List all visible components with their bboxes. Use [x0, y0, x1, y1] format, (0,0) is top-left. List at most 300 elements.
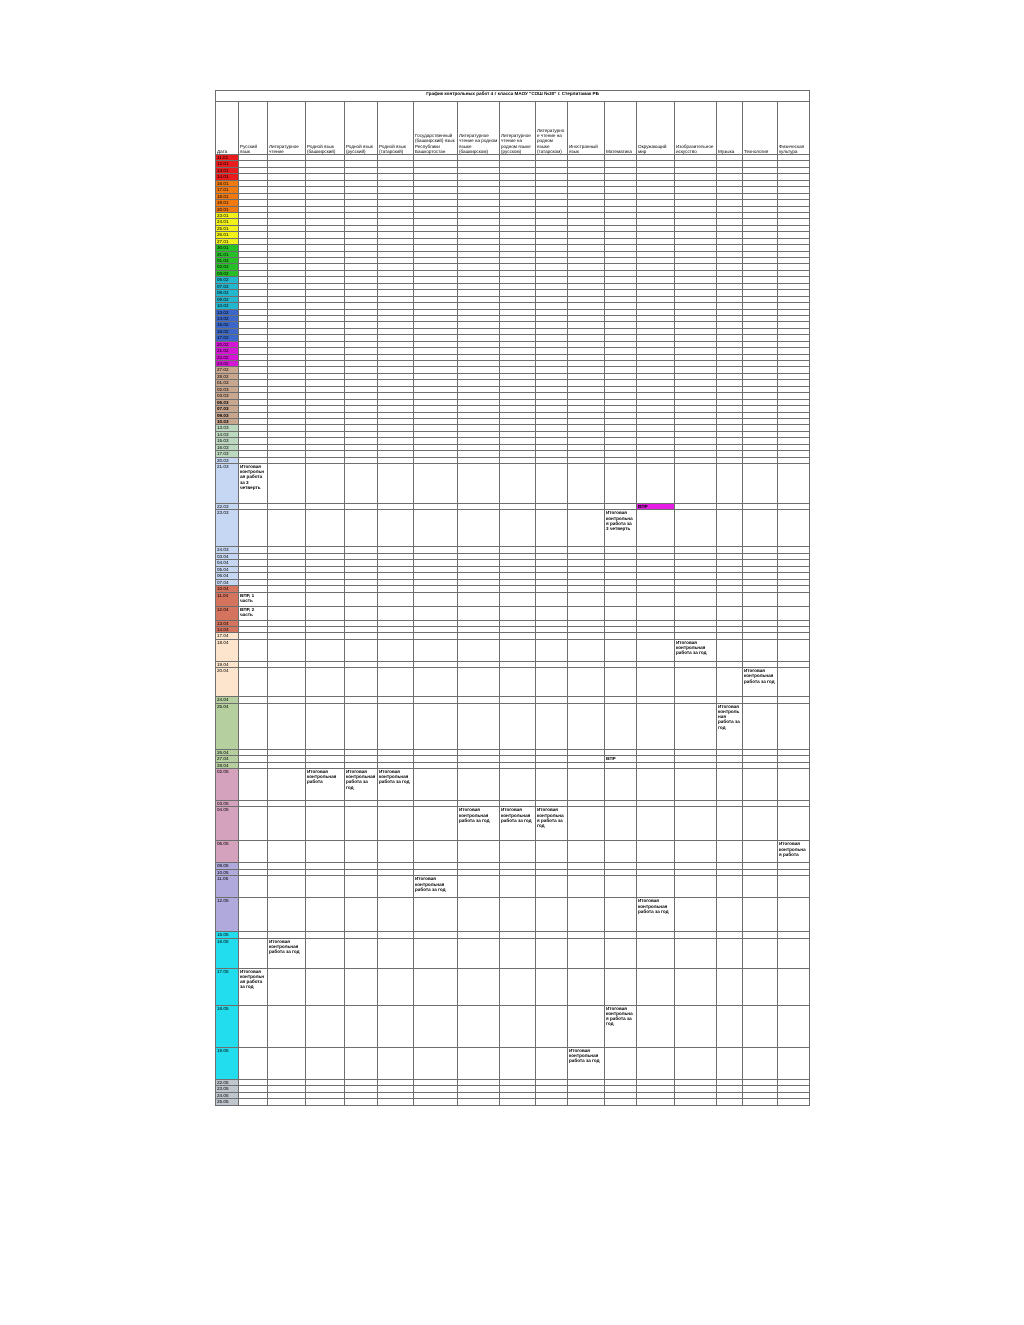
schedule-cell[interactable] — [717, 898, 743, 932]
date-cell[interactable]: 07.04 — [216, 579, 239, 585]
schedule-cell[interactable] — [743, 898, 778, 932]
schedule-cell[interactable] — [239, 668, 268, 697]
schedule-cell[interactable] — [536, 606, 568, 620]
schedule-cell[interactable] — [306, 1099, 345, 1105]
schedule-cell[interactable] — [536, 592, 568, 606]
schedule-cell[interactable] — [536, 1099, 568, 1105]
schedule-cell[interactable] — [306, 668, 345, 697]
schedule-cell[interactable] — [675, 464, 717, 504]
schedule-cell[interactable] — [414, 898, 458, 932]
schedule-cell[interactable] — [743, 841, 778, 863]
schedule-cell[interactable] — [378, 1005, 414, 1047]
date-cell[interactable]: 19.05 — [216, 1047, 239, 1079]
event-cell[interactable]: ВПР — [605, 756, 637, 762]
schedule-cell[interactable] — [743, 703, 778, 749]
date-cell[interactable]: 07.03 — [216, 406, 239, 412]
schedule-cell[interactable] — [458, 1005, 500, 1047]
event-cell[interactable]: Итоговая контрольная работа за год — [675, 639, 717, 661]
date-cell[interactable]: 16.03 — [216, 444, 239, 450]
schedule-cell[interactable] — [345, 1099, 378, 1105]
schedule-cell[interactable] — [268, 464, 306, 504]
schedule-cell[interactable] — [458, 592, 500, 606]
date-cell[interactable]: 09.02 — [216, 296, 239, 302]
schedule-cell[interactable] — [378, 876, 414, 898]
schedule-cell[interactable] — [345, 464, 378, 504]
schedule-cell[interactable] — [378, 841, 414, 863]
schedule-cell[interactable] — [378, 938, 414, 968]
schedule-cell[interactable] — [637, 606, 675, 620]
schedule-cell[interactable] — [743, 968, 778, 1005]
schedule-cell[interactable] — [743, 1099, 778, 1105]
event-cell[interactable]: Итоговая контрольная работа за год — [605, 1005, 637, 1047]
date-cell[interactable]: 20.03 — [216, 457, 239, 463]
schedule-cell[interactable] — [500, 1047, 536, 1079]
date-cell[interactable]: 24.01 — [216, 219, 239, 225]
schedule-cell[interactable] — [778, 592, 810, 606]
schedule-cell[interactable] — [637, 668, 675, 697]
schedule-cell[interactable] — [637, 592, 675, 606]
schedule-cell[interactable] — [414, 703, 458, 749]
schedule-cell[interactable] — [568, 938, 605, 968]
schedule-cell[interactable] — [414, 841, 458, 863]
schedule-cell[interactable] — [717, 639, 743, 661]
schedule-cell[interactable] — [239, 898, 268, 932]
date-cell[interactable]: 14.03 — [216, 431, 239, 437]
event-cell[interactable]: Итоговая контрольная работа за год — [743, 668, 778, 697]
schedule-cell[interactable] — [345, 876, 378, 898]
schedule-cell[interactable] — [500, 938, 536, 968]
schedule-cell[interactable] — [605, 703, 637, 749]
event-cell[interactable]: ВПР, 1 часть — [239, 592, 268, 606]
schedule-cell[interactable] — [743, 1047, 778, 1079]
schedule-cell[interactable] — [239, 510, 268, 547]
schedule-cell[interactable] — [378, 968, 414, 1005]
date-cell[interactable]: 10.02 — [216, 303, 239, 309]
date-cell[interactable]: 23.03 — [216, 510, 239, 547]
schedule-cell[interactable] — [675, 807, 717, 841]
schedule-cell[interactable] — [414, 968, 458, 1005]
schedule-cell[interactable] — [239, 841, 268, 863]
schedule-cell[interactable] — [717, 876, 743, 898]
schedule-cell[interactable] — [414, 1047, 458, 1079]
date-cell[interactable]: 27.02 — [216, 367, 239, 373]
schedule-cell[interactable] — [500, 703, 536, 749]
schedule-cell[interactable] — [536, 703, 568, 749]
schedule-cell[interactable] — [306, 898, 345, 932]
schedule-cell[interactable] — [378, 1047, 414, 1079]
schedule-cell[interactable] — [675, 769, 717, 801]
event-cell[interactable]: Итоговая контрольная работа за год — [458, 807, 500, 841]
schedule-cell[interactable] — [743, 807, 778, 841]
schedule-cell[interactable] — [414, 510, 458, 547]
schedule-cell[interactable] — [345, 898, 378, 932]
date-cell[interactable]: 12.01 — [216, 161, 239, 167]
date-cell[interactable]: 04.05 — [216, 807, 239, 841]
schedule-cell[interactable] — [306, 938, 345, 968]
schedule-cell[interactable] — [500, 592, 536, 606]
date-cell[interactable]: 15.05 — [216, 932, 239, 938]
date-cell[interactable]: 25.01 — [216, 225, 239, 231]
schedule-cell[interactable] — [306, 606, 345, 620]
schedule-cell[interactable] — [500, 464, 536, 504]
date-cell[interactable]: 03.02 — [216, 270, 239, 276]
schedule-cell[interactable] — [306, 510, 345, 547]
schedule-cell[interactable] — [239, 1005, 268, 1047]
schedule-cell[interactable] — [637, 769, 675, 801]
schedule-cell[interactable] — [778, 606, 810, 620]
schedule-cell[interactable] — [778, 876, 810, 898]
schedule-cell[interactable] — [414, 769, 458, 801]
date-cell[interactable]: 08.02 — [216, 290, 239, 296]
date-cell[interactable]: 24.02 — [216, 361, 239, 367]
schedule-cell[interactable] — [268, 1099, 306, 1105]
schedule-cell[interactable] — [536, 938, 568, 968]
schedule-cell[interactable] — [717, 807, 743, 841]
schedule-cell[interactable] — [378, 606, 414, 620]
schedule-cell[interactable] — [239, 938, 268, 968]
date-cell[interactable]: 02.03 — [216, 386, 239, 392]
schedule-cell[interactable] — [778, 1099, 810, 1105]
date-cell[interactable]: 21.03 — [216, 464, 239, 504]
schedule-cell[interactable] — [743, 606, 778, 620]
date-cell[interactable]: 20.01 — [216, 206, 239, 212]
date-cell[interactable]: 08.05 — [216, 863, 239, 869]
schedule-cell[interactable] — [743, 938, 778, 968]
schedule-cell[interactable] — [345, 841, 378, 863]
schedule-cell[interactable] — [605, 1047, 637, 1079]
schedule-cell[interactable] — [414, 1005, 458, 1047]
schedule-cell[interactable] — [345, 510, 378, 547]
date-cell[interactable]: 03.03 — [216, 393, 239, 399]
schedule-cell[interactable] — [778, 898, 810, 932]
date-cell[interactable]: 04.04 — [216, 560, 239, 566]
schedule-cell[interactable] — [345, 639, 378, 661]
schedule-cell[interactable] — [345, 606, 378, 620]
schedule-cell[interactable] — [378, 464, 414, 504]
schedule-cell[interactable] — [568, 1005, 605, 1047]
schedule-cell[interactable] — [743, 510, 778, 547]
event-cell[interactable]: ВПР, 2 часть — [239, 606, 268, 620]
schedule-cell[interactable] — [239, 807, 268, 841]
date-cell[interactable]: 25.05 — [216, 1099, 239, 1105]
date-cell[interactable]: 23.05 — [216, 1086, 239, 1092]
date-cell[interactable]: 14.04 — [216, 626, 239, 632]
schedule-cell[interactable] — [637, 639, 675, 661]
schedule-cell[interactable] — [605, 464, 637, 504]
schedule-cell[interactable] — [345, 968, 378, 1005]
schedule-cell[interactable] — [378, 703, 414, 749]
date-cell[interactable]: 12.05 — [216, 898, 239, 932]
schedule-cell[interactable] — [717, 938, 743, 968]
date-cell[interactable]: 24.04 — [216, 697, 239, 703]
schedule-cell[interactable] — [717, 510, 743, 547]
schedule-cell[interactable] — [637, 703, 675, 749]
schedule-cell[interactable] — [778, 938, 810, 968]
event-cell[interactable]: Итоговая контрольная работа — [306, 769, 345, 801]
schedule-cell[interactable] — [268, 1047, 306, 1079]
schedule-cell[interactable] — [637, 938, 675, 968]
event-cell[interactable]: Итоговая контрольная работа за год — [536, 807, 568, 841]
schedule-cell[interactable] — [605, 841, 637, 863]
schedule-cell[interactable] — [637, 876, 675, 898]
event-cell[interactable]: Итоговая контрольная работа за год — [345, 769, 378, 801]
date-cell[interactable]: 18.04 — [216, 639, 239, 661]
schedule-cell[interactable] — [743, 639, 778, 661]
schedule-cell[interactable] — [743, 592, 778, 606]
schedule-cell[interactable] — [675, 703, 717, 749]
schedule-cell[interactable] — [306, 968, 345, 1005]
schedule-cell[interactable] — [500, 968, 536, 1005]
schedule-cell[interactable] — [268, 898, 306, 932]
schedule-cell[interactable] — [458, 769, 500, 801]
schedule-cell[interactable] — [268, 510, 306, 547]
schedule-cell[interactable] — [717, 1005, 743, 1047]
schedule-cell[interactable] — [743, 876, 778, 898]
schedule-cell[interactable] — [458, 876, 500, 898]
schedule-cell[interactable] — [675, 1047, 717, 1079]
schedule-cell[interactable] — [500, 1005, 536, 1047]
schedule-cell[interactable] — [536, 898, 568, 932]
date-cell[interactable]: 06.02 — [216, 277, 239, 283]
date-cell[interactable]: 24.03 — [216, 547, 239, 553]
event-cell[interactable]: Итоговая контрольная работа за 3 четверть — [239, 464, 268, 504]
schedule-cell[interactable] — [268, 876, 306, 898]
date-cell[interactable]: 07.02 — [216, 283, 239, 289]
date-cell[interactable]: 11.05 — [216, 876, 239, 898]
schedule-cell[interactable] — [536, 464, 568, 504]
schedule-cell[interactable] — [536, 841, 568, 863]
schedule-cell[interactable] — [378, 898, 414, 932]
schedule-cell[interactable] — [268, 968, 306, 1005]
schedule-cell[interactable] — [605, 968, 637, 1005]
schedule-cell[interactable] — [306, 807, 345, 841]
schedule-cell[interactable] — [675, 841, 717, 863]
event-cell[interactable]: Итоговая контрольная работа за год — [239, 968, 268, 1005]
date-cell[interactable]: 17.04 — [216, 633, 239, 639]
date-cell[interactable]: 16.02 — [216, 328, 239, 334]
schedule-cell[interactable] — [500, 668, 536, 697]
schedule-cell[interactable] — [500, 606, 536, 620]
schedule-cell[interactable] — [378, 592, 414, 606]
schedule-cell[interactable] — [717, 464, 743, 504]
event-cell[interactable]: Итоговая контрольная работа за год — [717, 703, 743, 749]
schedule-cell[interactable] — [637, 464, 675, 504]
date-cell[interactable]: 19.04 — [216, 661, 239, 667]
schedule-cell[interactable] — [568, 464, 605, 504]
schedule-cell[interactable] — [568, 510, 605, 547]
schedule-cell[interactable] — [268, 668, 306, 697]
schedule-cell[interactable] — [458, 639, 500, 661]
schedule-cell[interactable] — [500, 876, 536, 898]
schedule-cell[interactable] — [536, 1047, 568, 1079]
date-cell[interactable]: 30.01 — [216, 245, 239, 251]
schedule-cell[interactable] — [536, 769, 568, 801]
date-cell[interactable]: 26.01 — [216, 232, 239, 238]
schedule-cell[interactable] — [778, 1005, 810, 1047]
event-cell[interactable]: Итоговая контрольная работа за год — [414, 876, 458, 898]
schedule-cell[interactable] — [345, 1005, 378, 1047]
date-cell[interactable]: 10.04 — [216, 586, 239, 592]
date-cell[interactable]: 16.01 — [216, 180, 239, 186]
schedule-cell[interactable] — [378, 510, 414, 547]
event-cell[interactable]: Итоговая контрольная работа за год — [378, 769, 414, 801]
schedule-cell[interactable] — [637, 1099, 675, 1105]
schedule-cell[interactable] — [268, 1005, 306, 1047]
schedule-cell[interactable] — [306, 876, 345, 898]
schedule-cell[interactable] — [717, 841, 743, 863]
date-cell[interactable]: 12.04 — [216, 606, 239, 620]
schedule-cell[interactable] — [268, 606, 306, 620]
date-cell[interactable]: 09.03 — [216, 412, 239, 418]
date-cell[interactable]: 13.03 — [216, 425, 239, 431]
schedule-cell[interactable] — [778, 668, 810, 697]
schedule-cell[interactable] — [778, 807, 810, 841]
date-cell[interactable]: 11.01 — [216, 155, 239, 161]
date-cell[interactable]: 03.05 — [216, 801, 239, 807]
schedule-cell[interactable] — [458, 938, 500, 968]
date-cell[interactable]: 17.03 — [216, 451, 239, 457]
date-cell[interactable]: 22.05 — [216, 1079, 239, 1085]
date-cell[interactable]: 26.04 — [216, 749, 239, 755]
schedule-cell[interactable] — [458, 668, 500, 697]
schedule-cell[interactable] — [605, 668, 637, 697]
schedule-cell[interactable] — [605, 938, 637, 968]
schedule-cell[interactable] — [345, 938, 378, 968]
date-cell[interactable]: 19.01 — [216, 200, 239, 206]
event-cell[interactable]: Итоговая контрольная работа за 3 четверть — [605, 510, 637, 547]
date-cell[interactable]: 06.04 — [216, 573, 239, 579]
schedule-cell[interactable] — [500, 510, 536, 547]
schedule-cell[interactable] — [414, 807, 458, 841]
schedule-cell[interactable] — [500, 639, 536, 661]
schedule-cell[interactable] — [605, 898, 637, 932]
schedule-cell[interactable] — [717, 592, 743, 606]
date-cell[interactable]: 01.03 — [216, 380, 239, 386]
date-cell[interactable]: 13.01 — [216, 167, 239, 173]
schedule-cell[interactable] — [239, 1099, 268, 1105]
date-cell[interactable]: 23.01 — [216, 212, 239, 218]
schedule-cell[interactable] — [743, 1005, 778, 1047]
date-cell[interactable]: 18.05 — [216, 1005, 239, 1047]
date-cell[interactable]: 17.05 — [216, 968, 239, 1005]
schedule-cell[interactable] — [306, 639, 345, 661]
schedule-cell[interactable] — [378, 807, 414, 841]
schedule-cell[interactable] — [239, 703, 268, 749]
schedule-cell[interactable] — [345, 592, 378, 606]
schedule-cell[interactable] — [306, 703, 345, 749]
schedule-cell[interactable] — [239, 1047, 268, 1079]
schedule-cell[interactable] — [239, 769, 268, 801]
schedule-cell[interactable] — [268, 703, 306, 749]
schedule-cell[interactable] — [536, 876, 568, 898]
schedule-cell[interactable] — [414, 606, 458, 620]
date-cell[interactable]: 05.04 — [216, 566, 239, 572]
date-cell[interactable]: 28.04 — [216, 762, 239, 768]
schedule-cell[interactable] — [536, 1005, 568, 1047]
schedule-cell[interactable] — [500, 1099, 536, 1105]
schedule-cell[interactable] — [268, 592, 306, 606]
event-cell[interactable]: Итоговая контрольная работа за год — [568, 1047, 605, 1079]
schedule-cell[interactable] — [568, 606, 605, 620]
schedule-cell[interactable] — [637, 510, 675, 547]
schedule-cell[interactable] — [306, 1047, 345, 1079]
schedule-cell[interactable] — [500, 841, 536, 863]
schedule-cell[interactable] — [675, 1005, 717, 1047]
schedule-cell[interactable] — [605, 639, 637, 661]
schedule-cell[interactable] — [500, 898, 536, 932]
schedule-cell[interactable] — [778, 1047, 810, 1079]
schedule-cell[interactable] — [675, 592, 717, 606]
date-cell[interactable]: 15.02 — [216, 322, 239, 328]
schedule-cell[interactable] — [605, 1099, 637, 1105]
schedule-cell[interactable] — [637, 1047, 675, 1079]
date-cell[interactable]: 24.05 — [216, 1092, 239, 1098]
schedule-cell[interactable] — [568, 807, 605, 841]
schedule-cell[interactable] — [717, 968, 743, 1005]
schedule-cell[interactable] — [637, 841, 675, 863]
schedule-cell[interactable] — [717, 1047, 743, 1079]
schedule-cell[interactable] — [605, 876, 637, 898]
schedule-cell[interactable] — [568, 898, 605, 932]
schedule-cell[interactable] — [536, 639, 568, 661]
schedule-cell[interactable] — [568, 592, 605, 606]
schedule-cell[interactable] — [378, 668, 414, 697]
date-cell[interactable]: 27.01 — [216, 238, 239, 244]
schedule-cell[interactable] — [605, 606, 637, 620]
schedule-cell[interactable] — [306, 841, 345, 863]
schedule-cell[interactable] — [458, 1047, 500, 1079]
schedule-cell[interactable] — [675, 510, 717, 547]
schedule-cell[interactable] — [778, 510, 810, 547]
schedule-cell[interactable] — [414, 464, 458, 504]
schedule-cell[interactable] — [268, 841, 306, 863]
schedule-cell[interactable] — [378, 1099, 414, 1105]
event-cell[interactable]: Итоговая контрольная работа за год — [637, 898, 675, 932]
schedule-cell[interactable] — [306, 1005, 345, 1047]
schedule-cell[interactable] — [568, 841, 605, 863]
schedule-cell[interactable] — [268, 639, 306, 661]
date-cell[interactable]: 22.02 — [216, 354, 239, 360]
event-cell[interactable]: Итоговая контрольная работа за год — [268, 938, 306, 968]
schedule-cell[interactable] — [414, 1099, 458, 1105]
schedule-cell[interactable] — [458, 703, 500, 749]
date-cell[interactable]: 31.01 — [216, 251, 239, 257]
date-cell[interactable]: 03.04 — [216, 553, 239, 559]
schedule-cell[interactable] — [778, 769, 810, 801]
schedule-cell[interactable] — [568, 703, 605, 749]
date-cell[interactable]: 21.02 — [216, 348, 239, 354]
schedule-cell[interactable] — [500, 769, 536, 801]
schedule-cell[interactable] — [778, 639, 810, 661]
schedule-cell[interactable] — [306, 592, 345, 606]
date-cell[interactable]: 17.02 — [216, 335, 239, 341]
schedule-cell[interactable] — [605, 807, 637, 841]
schedule-cell[interactable] — [675, 968, 717, 1005]
schedule-cell[interactable] — [605, 769, 637, 801]
date-cell[interactable]: 22.03 — [216, 504, 239, 510]
date-cell[interactable]: 28.02 — [216, 373, 239, 379]
schedule-cell[interactable] — [717, 606, 743, 620]
schedule-cell[interactable] — [306, 464, 345, 504]
schedule-cell[interactable] — [568, 968, 605, 1005]
schedule-cell[interactable] — [378, 639, 414, 661]
schedule-cell[interactable] — [675, 876, 717, 898]
schedule-cell[interactable] — [458, 464, 500, 504]
schedule-cell[interactable] — [743, 769, 778, 801]
schedule-cell[interactable] — [717, 769, 743, 801]
date-cell[interactable]: 25.04 — [216, 703, 239, 749]
schedule-cell[interactable] — [675, 898, 717, 932]
